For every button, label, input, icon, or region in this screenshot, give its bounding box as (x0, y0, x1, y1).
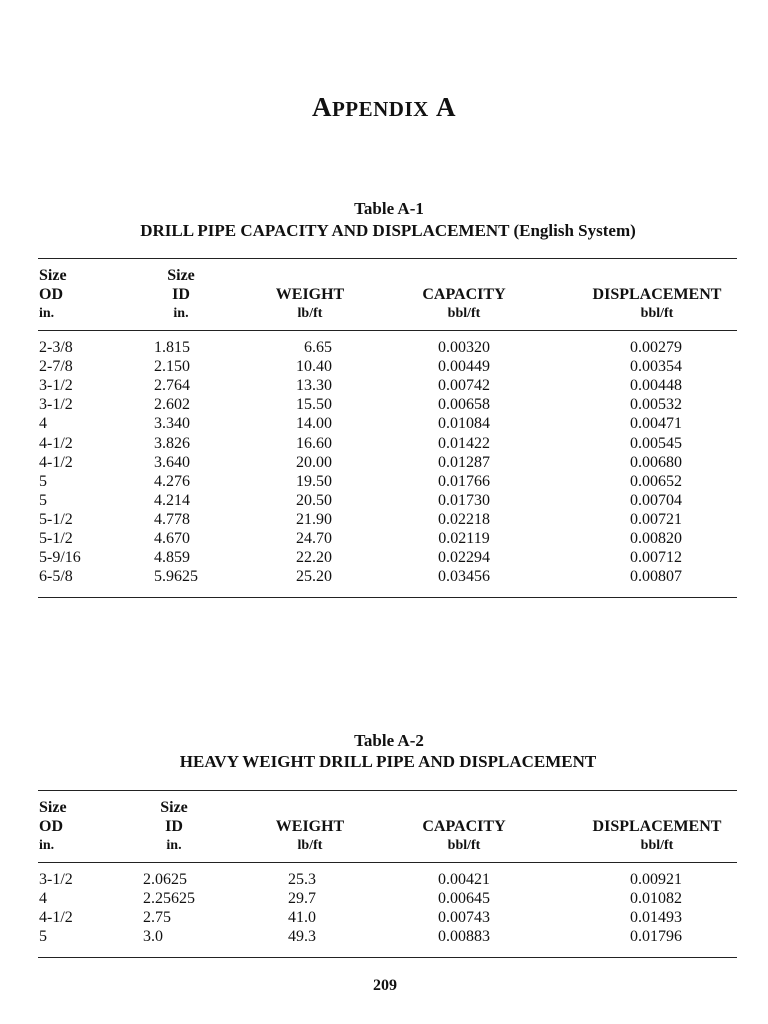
cell-weight: 25.20 (296, 568, 332, 586)
cell-capacity: 0.02119 (438, 530, 490, 547)
cell-od: 5-9/16 (39, 549, 81, 567)
table-row (0, 568, 768, 587)
cell-displacement: 0.01082 (630, 890, 682, 908)
cell-id: 4.214 (154, 491, 190, 509)
cell-od: 3-1/2 (39, 871, 73, 888)
cell-weight: 14.00 (296, 415, 332, 433)
table2-top-rule (38, 790, 737, 791)
cell-od: 4-1/2 (39, 909, 73, 927)
cell-od: 4-1/2 (39, 453, 73, 471)
cell-od: 4 (39, 415, 47, 433)
table-row (0, 871, 768, 890)
table1-bottom-rule (38, 597, 737, 598)
table2-header-od: Size OD in. (39, 799, 67, 853)
cell-id: 2.75 (143, 909, 171, 927)
table-row (0, 339, 768, 358)
cell-od: 4-1/2 (39, 434, 73, 452)
cell-capacity: 0.01730 (438, 491, 490, 509)
page-title: APPENDIX A (311, 92, 457, 122)
table-row (0, 530, 768, 549)
cell-id: 1.815 (154, 339, 190, 356)
table-row (0, 909, 768, 928)
table-row (0, 377, 768, 396)
table2-header-capacity: CAPACITY bbl/ft (422, 818, 506, 853)
table2-bottom-rule (38, 957, 737, 958)
cell-id: 2.150 (154, 358, 190, 376)
cell-od: 5 (39, 928, 47, 946)
cell-id: 4.670 (154, 530, 190, 547)
cell-displacement: 0.00921 (630, 871, 682, 888)
cell-weight: 6.65 (304, 339, 332, 356)
cell-id: 4.859 (154, 549, 190, 567)
table-row (0, 928, 768, 947)
cell-capacity: 0.00883 (438, 928, 490, 946)
cell-displacement: 0.01493 (630, 909, 682, 927)
table-row (0, 454, 768, 473)
table1-header-capacity: CAPACITY bbl/ft (422, 286, 506, 321)
table2-header-id: Size ID in. (160, 799, 188, 853)
cell-id: 5.9625 (154, 568, 198, 586)
table-row (0, 549, 768, 568)
cell-weight: 25.3 (288, 871, 316, 888)
table1-top-rule (38, 258, 737, 259)
cell-displacement: 0.00471 (630, 415, 682, 433)
cell-capacity: 0.00449 (438, 358, 490, 376)
table-row (0, 511, 768, 530)
cell-weight: 21.90 (296, 510, 332, 528)
cell-capacity: 0.01422 (438, 434, 490, 452)
cell-od: 5 (39, 491, 47, 509)
table2-number: Table A-2 (354, 731, 424, 750)
cell-capacity: 0.01766 (438, 472, 490, 490)
cell-od: 5-1/2 (39, 530, 73, 547)
cell-displacement: 0.00448 (630, 377, 682, 395)
cell-id: 4.778 (154, 510, 190, 528)
cell-capacity: 0.00320 (438, 339, 490, 356)
table-row (0, 890, 768, 909)
cell-capacity: 0.00645 (438, 890, 490, 908)
table2-title: HEAVY WEIGHT DRILL PIPE AND DISPLACEMENT (179, 752, 597, 771)
cell-displacement: 0.00354 (630, 358, 682, 376)
cell-weight: 24.70 (296, 530, 332, 547)
cell-weight: 10.40 (296, 358, 332, 376)
cell-displacement: 0.00652 (630, 472, 682, 490)
table2-header-rule (38, 862, 737, 863)
cell-displacement: 0.01796 (630, 928, 682, 946)
cell-weight: 29.7 (288, 890, 316, 908)
cell-displacement: 0.00820 (630, 530, 682, 547)
cell-od: 4 (39, 890, 47, 908)
table-row (0, 473, 768, 492)
cell-capacity: 0.00658 (438, 396, 490, 414)
table2-header-weight: WEIGHT lb/ft (275, 818, 345, 853)
cell-displacement: 0.00680 (630, 453, 682, 471)
table-row (0, 492, 768, 511)
cell-weight: 20.50 (296, 491, 332, 509)
cell-id: 2.764 (154, 377, 190, 395)
cell-capacity: 0.00742 (438, 377, 490, 395)
table1-number: Table A-1 (354, 199, 424, 218)
cell-id: 2.25625 (143, 890, 195, 908)
cell-od: 6-5/8 (39, 568, 73, 586)
cell-od: 2-7/8 (39, 358, 73, 376)
cell-displacement: 0.00704 (630, 491, 682, 509)
cell-capacity: 0.02294 (438, 549, 490, 567)
cell-weight: 19.50 (296, 472, 332, 490)
cell-capacity: 0.00421 (438, 871, 490, 888)
table-row (0, 396, 768, 415)
cell-displacement: 0.00807 (630, 568, 682, 586)
cell-od: 5 (39, 472, 47, 490)
cell-capacity: 0.01084 (438, 415, 490, 433)
page-number: 209 (373, 977, 397, 994)
cell-capacity: 0.01287 (438, 453, 490, 471)
cell-displacement: 0.00721 (630, 510, 682, 528)
cell-od: 3-1/2 (39, 377, 73, 395)
cell-od: 3-1/2 (39, 396, 73, 414)
table-row (0, 435, 768, 454)
table1-header-id: Size ID in. (167, 267, 195, 321)
cell-weight: 15.50 (296, 396, 332, 414)
cell-capacity: 0.02218 (438, 510, 490, 528)
cell-id: 3.640 (154, 453, 190, 471)
table-row (0, 415, 768, 434)
table1-header-displacement: DISPLACEMENT bbl/ft (592, 286, 722, 321)
cell-weight: 49.3 (288, 928, 316, 946)
cell-capacity: 0.00743 (438, 909, 490, 927)
cell-displacement: 0.00545 (630, 434, 682, 452)
table1-header-rule (38, 330, 737, 331)
cell-id: 2.0625 (143, 871, 187, 888)
cell-id: 2.602 (154, 396, 190, 414)
table1-header-weight: WEIGHT lb/ft (275, 286, 345, 321)
cell-displacement: 0.00532 (630, 396, 682, 414)
cell-capacity: 0.03456 (438, 568, 490, 586)
cell-od: 5-1/2 (39, 510, 73, 528)
table1-header-od: Size OD in. (39, 267, 67, 321)
cell-id: 3.826 (154, 434, 190, 452)
cell-weight: 41.0 (288, 909, 316, 927)
cell-od: 2-3/8 (39, 339, 73, 356)
cell-displacement: 0.00712 (630, 549, 682, 567)
cell-id: 3.340 (154, 415, 190, 433)
table-row (0, 358, 768, 377)
cell-id: 3.0 (143, 928, 163, 946)
cell-id: 4.276 (154, 472, 190, 490)
table2-header-displacement: DISPLACEMENT bbl/ft (592, 818, 722, 853)
cell-weight: 16.60 (296, 434, 332, 452)
table1-title: DRILL PIPE CAPACITY AND DISPLACEMENT (English System) (140, 221, 636, 240)
cell-weight: 20.00 (296, 453, 332, 471)
cell-weight: 22.20 (296, 549, 332, 567)
cell-weight: 13.30 (296, 377, 332, 395)
cell-displacement: 0.00279 (630, 339, 682, 356)
